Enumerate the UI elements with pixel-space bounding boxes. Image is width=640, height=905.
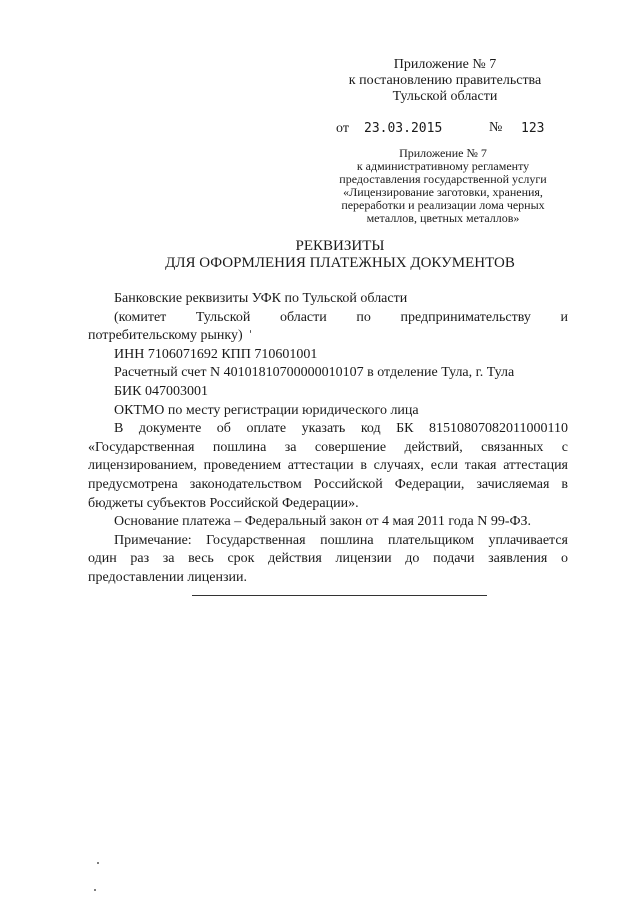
decree-number: 123 bbox=[521, 121, 545, 136]
payment-line-1: В документе об оплате указать код БК 81510807082011000110 bbox=[114, 421, 568, 437]
appendix-title: Приложение № 7 bbox=[393, 57, 497, 72]
number-label: № bbox=[489, 120, 503, 135]
inn-kpp: ИНН 7106071692 КПП 710601001 bbox=[114, 346, 318, 362]
scan-speck bbox=[250, 330, 251, 333]
document-title bbox=[150, 238, 530, 272]
scan-speck bbox=[97, 862, 99, 864]
regulation-line: «Лицензирование заготовки, хранения, bbox=[343, 185, 543, 199]
regulation-line: предоставления государственной услуги bbox=[339, 172, 547, 186]
appendix-header bbox=[330, 57, 560, 105]
closing-rule bbox=[192, 595, 487, 596]
decree-date: 23.03.2015 bbox=[364, 121, 443, 136]
document-body bbox=[88, 290, 568, 588]
note-line-2: один раз за весь срок действия лицензии до подачи заявления о bbox=[88, 551, 568, 567]
title-line-1: РЕКВИЗИТЫ bbox=[295, 238, 385, 254]
bank-details: Банковские реквизиты УФК по Тульской области bbox=[114, 291, 408, 306]
committee-line-1: (комитет Тульской области по предпринимательству и bbox=[114, 309, 568, 325]
oktmo: ОКТМО по месту регистрации юридического лица bbox=[114, 402, 419, 418]
regulation-line: металлов, цветных металлов» bbox=[366, 211, 520, 225]
payment-line-2: «Государственная пошлина за совершение действий, связанных с bbox=[88, 439, 568, 455]
regulation-line: Приложение № 7 bbox=[399, 146, 487, 160]
decree-date-line bbox=[336, 121, 556, 139]
title-line-2: ДЛЯ ОФОРМЛЕНИЯ ПЛАТЕЖНЫХ ДОКУМЕНТОВ bbox=[165, 255, 515, 271]
payment-line-4: предусмотрена законодательством Российской Федерации, зачисляемая в bbox=[88, 476, 568, 492]
payment-line-5: бюджеты субъектов Российской Федерации». bbox=[88, 495, 359, 511]
appendix-region: Тульской области bbox=[392, 89, 498, 104]
regulation-line: к административному регламенту bbox=[356, 159, 530, 173]
note-line-1: Примечание: Государственная пошлина плательщиком уплачивается bbox=[114, 532, 568, 548]
payment-line-3: лицензированием, проведением аттестации в случаях, если такая аттестация bbox=[88, 458, 568, 474]
bank-account: Расчетный счет N 40101810700000010107 в отделение Тула, г. Тула bbox=[114, 365, 515, 381]
bik: БИК 047003001 bbox=[114, 383, 208, 399]
from-label: от bbox=[336, 121, 349, 136]
note-line-3: предоставлении лицензии. bbox=[88, 569, 248, 585]
committee-line-2: потребительскому рынку) bbox=[88, 328, 243, 344]
payment-basis: Основание платежа – Федеральный закон от 4 мая 2011 года N 99-ФЗ. bbox=[114, 514, 532, 530]
regulation-appendix bbox=[318, 147, 568, 225]
appendix-to: к постановлению правительства bbox=[348, 73, 542, 88]
scan-speck bbox=[94, 889, 96, 891]
regulation-line: переработки и реализации лома черных bbox=[341, 198, 545, 212]
